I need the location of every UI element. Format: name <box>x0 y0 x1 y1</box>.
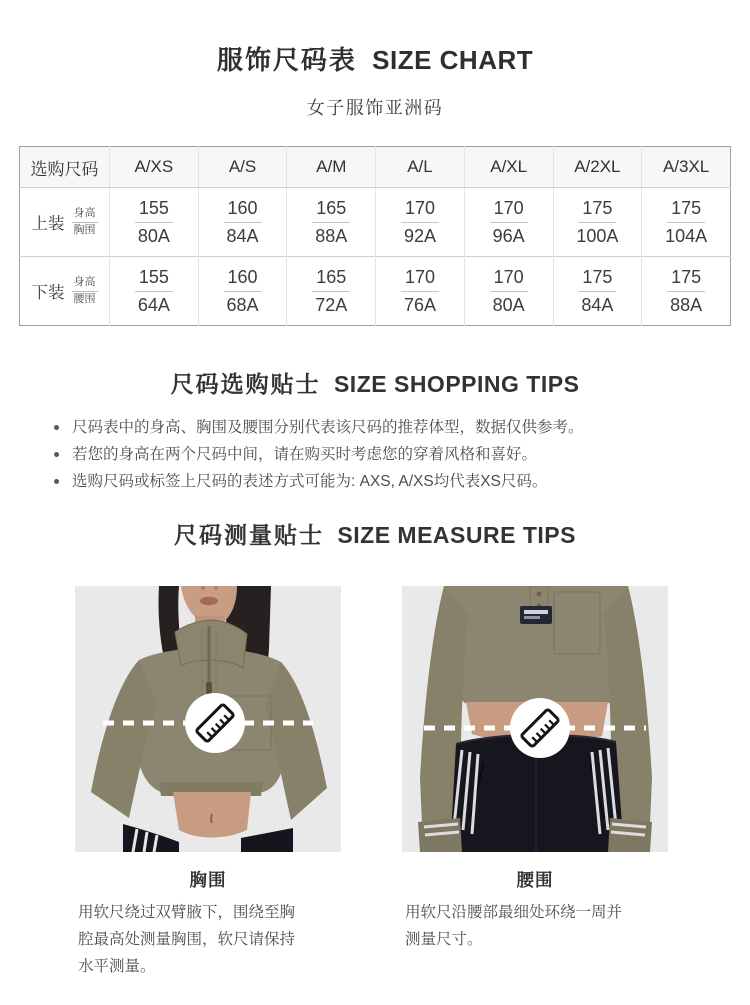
column-header: A/S <box>198 147 287 188</box>
value-top: 175 <box>582 267 613 287</box>
value-top: 155 <box>138 267 169 287</box>
value-bottom: 80A <box>492 294 525 315</box>
column-header: A/L <box>376 147 465 188</box>
fraction-divider <box>135 291 173 292</box>
value-top: 170 <box>404 267 435 287</box>
size-cell <box>110 257 199 326</box>
figure-waist-measure <box>402 586 668 980</box>
bullet-dot-icon <box>54 452 59 457</box>
value-bottom: 88A <box>670 294 703 315</box>
column-header: A/XS <box>110 147 199 188</box>
shopping-tips-list <box>0 414 750 495</box>
fraction-divider <box>401 222 439 223</box>
column-header: A/2XL <box>553 147 642 188</box>
metric-bottom: 腰围 <box>73 292 96 305</box>
table-row-tops <box>20 188 731 257</box>
value-top: 175 <box>671 267 702 287</box>
size-cell <box>287 188 376 257</box>
value-top: 175 <box>671 198 702 218</box>
column-header: A/3XL <box>642 147 731 188</box>
zipper-pull <box>206 682 212 694</box>
value-bottom: 68A <box>226 294 259 315</box>
value-top: 165 <box>316 267 347 287</box>
section-heading-shopping-tips <box>0 366 750 399</box>
shopping-tips-heading-zh: 尺码选购贴士 <box>170 371 321 397</box>
size-cell <box>198 257 287 326</box>
value-top: 170 <box>404 198 435 218</box>
figure-description-waist: 用软尺沿腰部最细处环绕一周并测量尺寸。 <box>405 904 623 948</box>
size-cell <box>642 257 731 326</box>
page-title-en: SIZE CHART <box>372 45 534 75</box>
size-cell <box>376 188 465 257</box>
value-bottom: 104A <box>665 225 708 246</box>
figure-caption-chest: 胸围 <box>189 870 227 890</box>
navel <box>211 814 212 823</box>
row-label <box>21 207 108 238</box>
size-cell <box>553 188 642 257</box>
size-cell <box>198 188 287 257</box>
fraction-divider <box>578 222 616 223</box>
value-top: 160 <box>227 198 258 218</box>
row-metrics <box>72 276 98 307</box>
tip-item <box>54 441 716 468</box>
metric-top: 身高 <box>73 206 96 219</box>
figure-description-chest: 用软尺绕过双臂腋下，围绕至胸腔最高处测量胸围，软尺请保持水平测量。 <box>78 904 296 975</box>
size-cell <box>287 257 376 326</box>
row-metrics <box>72 207 98 238</box>
button <box>537 592 542 597</box>
size-chart-table <box>19 146 731 326</box>
row-label <box>21 276 108 307</box>
fraction-divider <box>312 222 350 223</box>
bullet-dot-icon <box>54 425 59 430</box>
value-top: 170 <box>493 198 524 218</box>
column-header: A/M <box>287 147 376 188</box>
value-bottom: 100A <box>576 225 619 246</box>
value-bottom: 72A <box>315 294 348 315</box>
value-bottom: 96A <box>492 225 525 246</box>
metric-bottom: 胸围 <box>73 223 96 236</box>
column-header: A/XL <box>464 147 553 188</box>
metric-top: 身高 <box>73 275 96 288</box>
value-bottom: 84A <box>226 225 259 246</box>
shopping-tips-heading-en: SIZE SHOPPING TIPS <box>333 371 580 397</box>
fraction-divider <box>578 291 616 292</box>
fraction-divider <box>401 291 439 292</box>
lips <box>200 597 218 605</box>
fraction-divider <box>72 291 98 292</box>
fraction-divider <box>667 291 705 292</box>
waist-measure-photo <box>402 586 668 852</box>
value-top: 175 <box>582 198 613 218</box>
figure-caption-waist: 腰围 <box>516 870 554 890</box>
fraction-divider <box>490 291 528 292</box>
row-label-cell <box>20 257 110 326</box>
tip-text: 若您的身高在两个尺码中间，请在购买时考虑您的穿着风格和喜好。 <box>72 446 538 463</box>
column-header-picker: 选购尺码 <box>20 147 110 188</box>
size-cell <box>553 257 642 326</box>
fraction-divider <box>667 222 705 223</box>
measure-figures <box>75 586 750 980</box>
value-bottom: 76A <box>403 294 436 315</box>
figure-chest-measure <box>75 586 341 980</box>
section-heading-measure-tips <box>0 517 750 550</box>
fraction-divider <box>312 291 350 292</box>
page-title-zh: 服饰尺码表 <box>216 45 357 75</box>
page-title <box>0 0 750 77</box>
value-bottom: 88A <box>315 225 348 246</box>
bullet-dot-icon <box>54 479 59 484</box>
page-subtitle: 女子服饰亚洲码 <box>306 98 444 118</box>
value-top: 170 <box>493 267 524 287</box>
table-header-row <box>20 147 731 188</box>
size-cell <box>464 257 553 326</box>
tip-text: 选购尺码或标签上尺码的表述方式可能为: AXS, A/XS均代表XS尺码。 <box>72 473 548 490</box>
tip-text: 尺码表中的身高、胸围及腰围分别代表该尺码的推荐体型，数据仅供参考。 <box>72 419 584 436</box>
value-top: 155 <box>138 198 169 218</box>
fraction-divider <box>72 222 98 223</box>
value-bottom: 92A <box>403 225 436 246</box>
tip-item <box>54 414 716 441</box>
size-cell <box>110 188 199 257</box>
measure-tips-heading-en: SIZE MEASURE TIPS <box>337 522 576 548</box>
fraction-divider <box>224 291 262 292</box>
measure-tips-heading-zh: 尺码测量贴士 <box>174 522 325 548</box>
size-cell <box>464 188 553 257</box>
row-label-cell <box>20 188 110 257</box>
sweatshirt-body <box>440 586 632 702</box>
fraction-divider <box>224 222 262 223</box>
value-top: 160 <box>227 267 258 287</box>
brand-patch <box>520 606 552 624</box>
value-bottom: 64A <box>137 294 170 315</box>
size-cell <box>642 188 731 257</box>
size-cell <box>376 257 465 326</box>
chest-measure-photo <box>75 586 341 852</box>
table-row-bottoms <box>20 257 731 326</box>
fraction-divider <box>135 222 173 223</box>
value-bottom: 80A <box>137 225 170 246</box>
fraction-divider <box>490 222 528 223</box>
value-top: 165 <box>316 198 347 218</box>
row-category: 上装 <box>31 215 65 233</box>
value-bottom: 84A <box>581 294 614 315</box>
row-category: 下装 <box>31 284 65 302</box>
tip-item <box>54 468 716 495</box>
